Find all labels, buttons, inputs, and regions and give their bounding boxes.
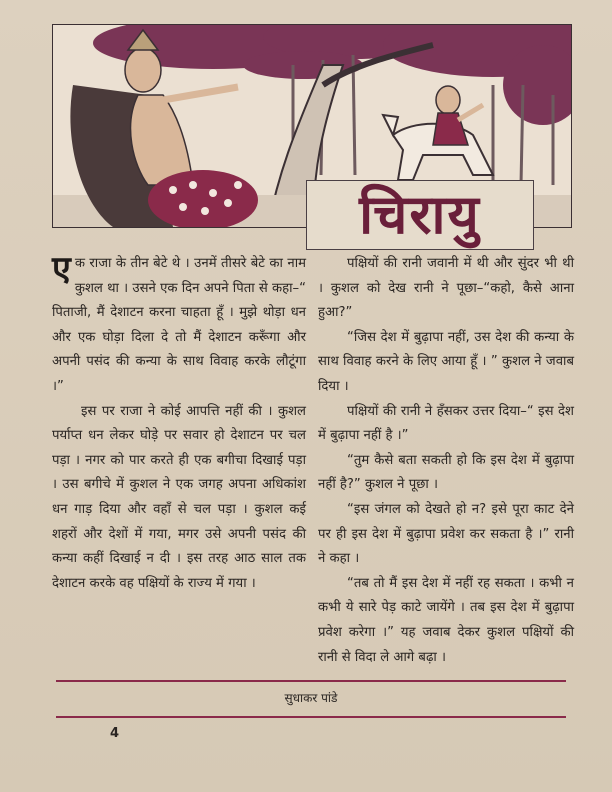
- paragraph: “तुम कैसे बता सकती हो कि इस देश में बुढ़ापा नहीं है?” कुशल ने पूछा ।: [318, 452, 574, 493]
- divider-rule: [56, 680, 566, 682]
- paragraph: “तब तो मैं इस देश में नहीं रह सकता । कभी न कभी ये सारे पेड़ काटे जायेंगे । तब इस देश में बुढ़ापा प्रवेश करेगा ।” यह जवाब देकर कुशल पक्षियों की रानी से विदा ले आगे बढ़ा ।: [318, 575, 574, 665]
- paragraph: पक्षियों की रानी जवानी में थी और सुंदर भी थी । कुशल को देख रानी ने पूछा–“कहो, कैसे आना हुआ?”: [318, 256, 574, 321]
- page-number: 4: [110, 726, 120, 741]
- paragraph: “इस जंगल को देखते हो न? इसे पूरा काट देने पर ही इस देश में बुढ़ापा प्रवेश कर सकता है ।” रानी ने कहा ।: [318, 501, 574, 567]
- paragraph: “जिस देश में बुढ़ापा नहीं, उस देश की कन्या के साथ विवाह करने के लिए आया हूँ । ” कुशल ने जवाब दिया ।: [318, 329, 574, 394]
- drop-cap: ए: [52, 249, 71, 289]
- story-title: चिरायु: [359, 183, 481, 246]
- left-text-column: [52, 249, 306, 596]
- right-text-column: [318, 252, 574, 670]
- divider-rule: [56, 716, 566, 718]
- paragraph-text: क राजा के तीन बेटे थे । उनमें तीसरे बेटे का नाम कुशल था । उसने एक दिन अपने पिता से कहा–“ पिताजी, मैं देशाटन करना चाहता हूँ । मुझे थोड़ा धन और एक घोड़ा दिला दे तो मैं देशाटन करूँगा और अपनी पसंद की कन्या के साथ विवाह करके लौटूंगा ।”: [52, 256, 306, 394]
- story-title-box: [306, 180, 534, 250]
- paragraph: पक्षियों की रानी ने हँसकर उत्तर दिया–“ इस देश में बुढ़ापा नहीं है ।”: [318, 403, 574, 444]
- paragraph: इस पर राजा ने कोई आपत्ति नहीं की । कुशल पर्याप्त धन लेकर घोड़े पर सवार हो देशाटन पर चल पड़ा । नगर को पार करते ही एक बगीचा दिखाई पड़ा । उस बगीचे में कुशल ने एक जगह अपना अधिकांश धन गाड़ दिया और वहाँ से चल पड़ा । कुशल कई शहरों और देशों में गया, मगर उसे अपनी पसंद की कन्या कहीं दिखाई न दी । इस तरह आठ साल तक देशाटन करके वह पक्षियों के राज्य में गया ।: [52, 403, 306, 591]
- author-byline: सुधाकर पांडे: [284, 691, 338, 705]
- paragraph: [52, 249, 306, 400]
